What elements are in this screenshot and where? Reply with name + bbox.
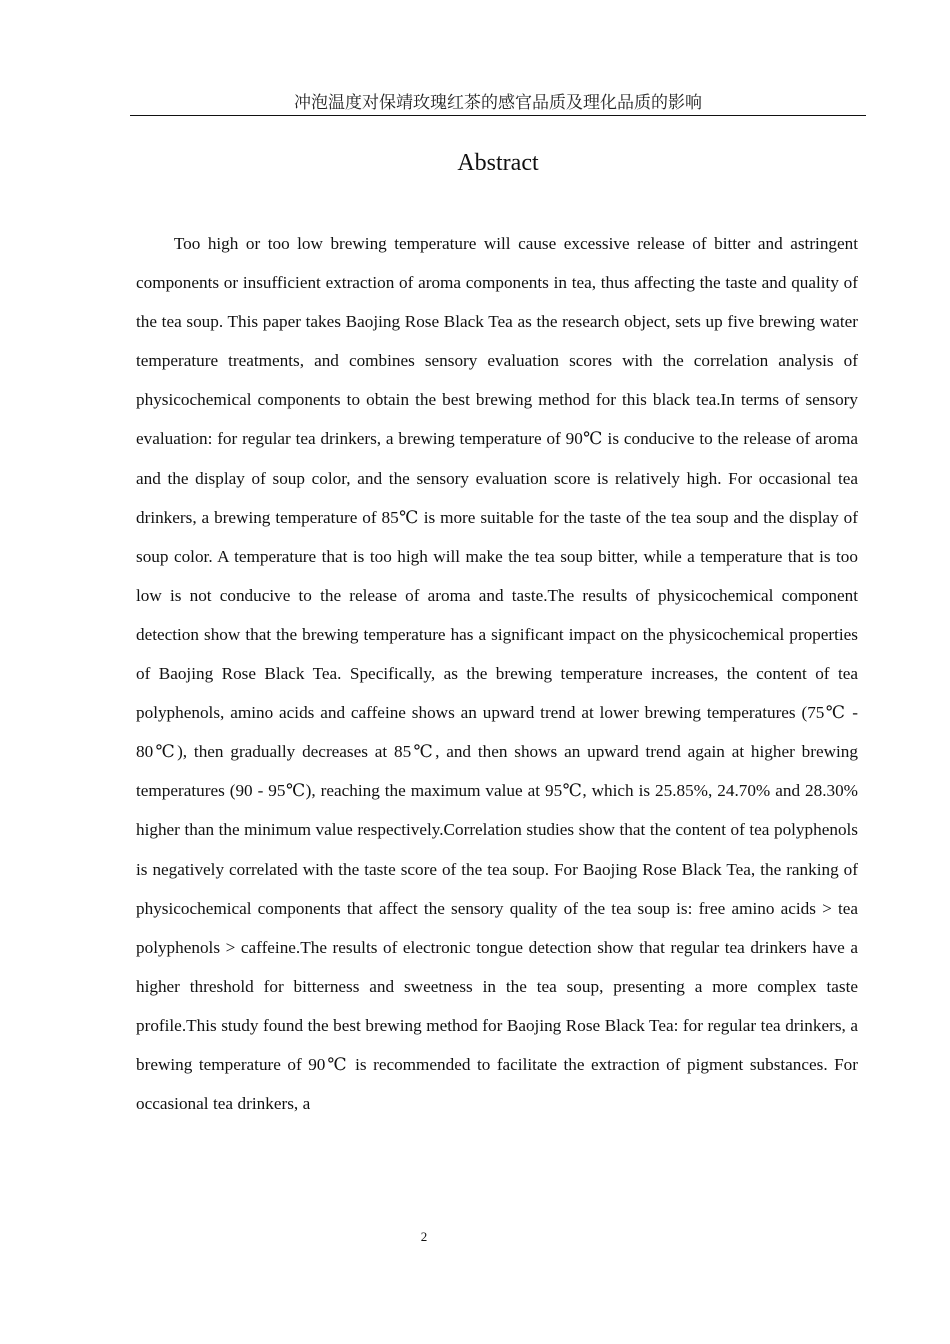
abstract-paragraph: Too high or too low brewing temperature will cause excessive release of bitter and astringent components or insufficient extraction of aroma components in tea, thus affecting the taste and quality of the tea soup. This paper takes Baojing Rose Black Tea as the research object, sets up five brewing water temperature treatments, and combines sensory evaluation scores with the correlation analysis of physicochemical components to obtain the best brewing method for this black tea.In terms of sensory evaluation: for regular tea drinkers, a brewing temperature of 90℃ is conducive to the release of aroma and the display of soup color, and the sensory evaluation score is relatively high. For occasional tea drinkers, a brewing temperature of 85℃ is more suitable for the taste of the tea soup and the display of soup color. A temperature that is too high will make the tea soup bitter, while a temperature that is too low is not conducive to the release of aroma and taste.The results of physicochemical component detection show that the brewing temperature has a significant impact on the physicochemical properties of Baojing Rose Black Tea. Specifically, as the brewing temperature increases, the content of tea polyphenols, amino acids and caffeine shows an upward trend at lower brewing temperatures (75℃ - 80℃), then gradually decreases at 85℃, and then shows an upward trend again at higher brewing temperatures (90 - 95℃), reaching the maximum value at 95℃, which is 25.85%, 24.70% and 28.30% higher than the minimum value respectively.Correlation studies show that the content of tea polyphenols is negatively correlated with the taste score of the tea soup. For Baojing Rose Black Tea, the ranking of physicochemical components that affect the sensory quality of the tea soup is: free amino acids > tea polyphenols > caffeine.The results of electronic tongue detection show that regular tea drinkers have a higher threshold for bitterness and sweetness in the tea soup, presenting a more complex taste profile.This study found the best brewing method for Baojing Rose Black Tea: for regular tea drinkers, a brewing temperature of 90℃ is recommended to facilitate the extraction of pigment substances. For occasional tea drinkers, a xyxy=(136,234,858,1114)
header-divider xyxy=(130,115,866,116)
section-title: Abstract xyxy=(457,150,539,176)
page-number: 2 xyxy=(420,1229,428,1244)
running-header: 冲泡温度对保靖玫瑰红茶的感官品质及理化品质的影响 xyxy=(294,93,702,113)
